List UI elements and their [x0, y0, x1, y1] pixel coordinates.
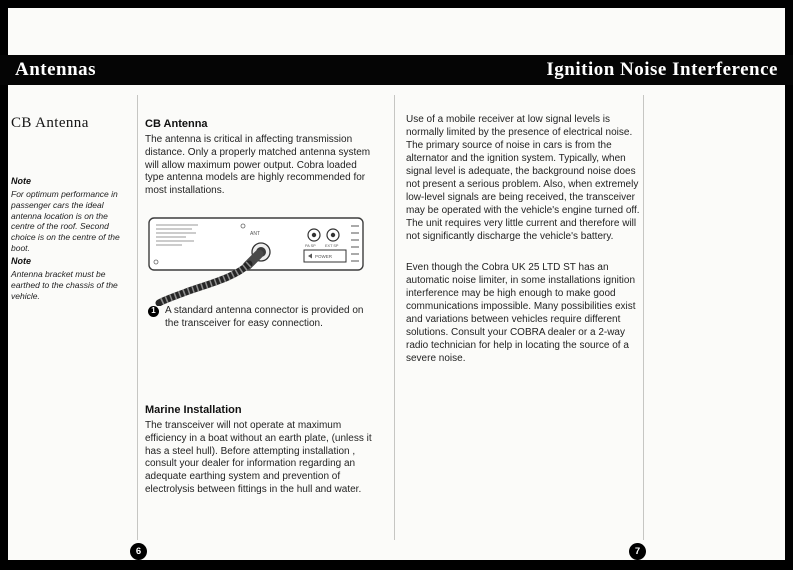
pa-sp-jack-hole	[312, 233, 316, 237]
cb-antenna-paragraph: The antenna is critical in affecting transmission distance. Only a properly matched antenna system will allow maximum power output. Cobra loaded type antenna models are highly recommended for most installations.	[145, 134, 371, 197]
callout-1-marker: 1	[148, 306, 159, 317]
header-band	[0, 55, 793, 85]
note-text-2: Antenna bracket must be earthed to the chassis of the vehicle.	[11, 269, 118, 301]
ext-sp-jack-hole	[331, 233, 335, 237]
note-label-1: Note	[11, 176, 31, 186]
page-number-right: 7	[629, 543, 646, 560]
transceiver-rear-drawing	[146, 214, 376, 306]
marine-installation-paragraph: The transceiver will not operate at maximum efficiency in a boat without an earth plate, (unless it has a steel hull). Before attempting installation , consult your dealer for information regarding an adequate earthing system and prevention of electrolysis between fittings in the hull and water.	[145, 420, 372, 495]
ignition-noise-paragraph-2: Even though the Cobra UK 25 LTD ST has an automatic noise limiter, in some installations ignition interference may be high enough to make good communications impossible. Many possibilities exist and variations between vehicles require different solutions. Consult your COBRA dealer or a 2-way radio technician for help in locating the source of a severe noise.	[406, 262, 636, 364]
ant-label: ANT	[250, 231, 260, 237]
power-label: POWER	[315, 254, 333, 259]
note-label-2: Note	[11, 256, 31, 266]
column-divider-2	[394, 95, 395, 540]
page-number-left: 6	[130, 543, 147, 560]
heading-marine-installation: Marine Installation	[145, 404, 242, 416]
column-divider-1	[137, 95, 138, 540]
transceiver-rear-figure	[146, 214, 376, 306]
section-title-left: Antennas	[15, 59, 97, 80]
ignition-noise-paragraph-1: Use of a mobile receiver at low signal levels is normally limited by the presence of electrical noise. The primary source of noise in cars is from the alternator and the ignition system. Typically, when signal level is adequate, the background noise does not present a serious problem. Also, when extremely low-level signals are being received, the transceiver may be operated with the vehicle's engine turned off. The unit requires very little current and therefore will not significantly discharge the vehicle's battery.	[406, 114, 640, 242]
section-title-right: Ignition Noise Interference	[546, 59, 778, 80]
ext-sp-label: EXT SP	[325, 244, 339, 248]
sidebar-heading-cb-antenna: CB Antenna	[11, 115, 89, 131]
pa-sp-label: PA SP	[305, 244, 316, 248]
heading-cb-antenna: CB Antenna	[145, 118, 208, 130]
callout-text: A standard antenna connector is provided on the transceiver for easy connection.	[165, 305, 364, 329]
callout-antenna-connector	[148, 305, 366, 330]
note-text-1: For optimum performance in passenger cars the ideal antenna location is on the centre of the roof. Second choice is on the centre of the boot.	[11, 189, 120, 253]
